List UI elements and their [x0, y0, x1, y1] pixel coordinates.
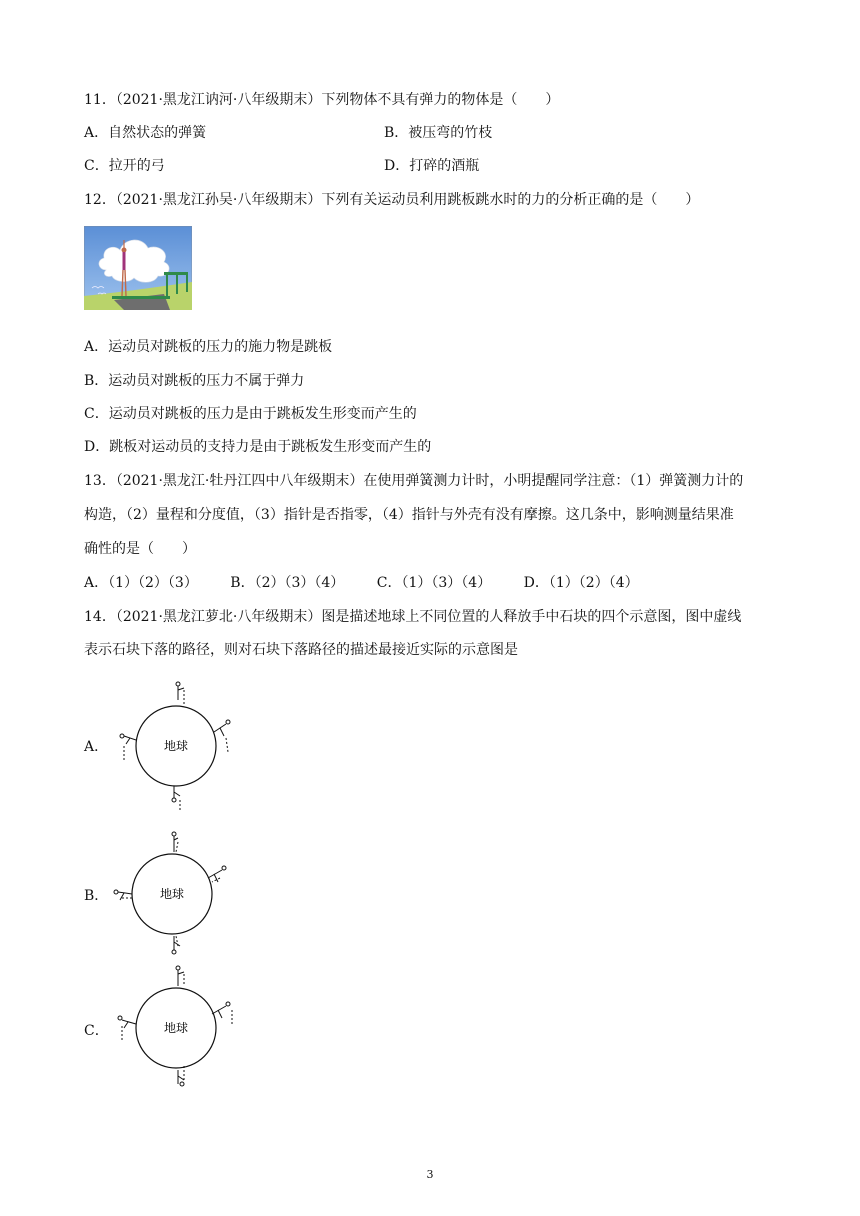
- q13-option-c: C．（1）（3）（4）: [376, 575, 492, 591]
- q13-stem-line3: 确性的是（ ）: [84, 541, 196, 557]
- q13-stem-line1: 13．（2021·黑龙江·牡丹江四中八年级期末）在使用弹簧测力计时，小明提醒同学注意：（1）弹簧测力计的: [84, 473, 744, 489]
- q13-options: [84, 574, 667, 592]
- q12-option-a: A．运动员对跳板的压力的施力物是跳板: [84, 339, 333, 355]
- earth-label: 地球: [163, 739, 189, 753]
- q12-stem: 12．（2021·黑龙江孙吴·八年级期末）下列有关运动员利用跳板跳水时的力的分析正确的是（ ）: [84, 192, 700, 208]
- page-number: 3: [426, 1168, 434, 1181]
- q14-figure-a-label: A．: [84, 739, 109, 755]
- earth-label: 地球: [163, 1021, 189, 1035]
- diving-board-image: [84, 226, 192, 310]
- q11-option-c: C．拉开的弓: [84, 158, 165, 174]
- earth-label: 地球: [159, 887, 185, 901]
- q14-figure-a-earth: [108, 676, 248, 816]
- q11-option-d: D．打碎的酒瓶: [384, 158, 480, 174]
- q14-figure-c-earth: [108, 960, 248, 1100]
- q12-option-d: D．跳板对运动员的支持力是由于跳板发生形变而产生的: [84, 439, 432, 455]
- q14-figure-b-label: B．: [84, 888, 109, 904]
- q13-option-d: D．（1）（2）（4）: [523, 575, 639, 591]
- q14-figure-c-label: C．: [84, 1023, 109, 1039]
- q14-stem-line1: 14．（2021·黑龙江萝北·八年级期末）图是描述地球上不同位置的人释放手中石块的四个示意图，图中虚线: [84, 609, 742, 625]
- q11-stem: 11．（2021·黑龙江讷河·八年级期末）下列物体不具有弹力的物体是（ ）: [84, 92, 560, 108]
- q12-option-b: B．运动员对跳板的压力不属于弹力: [84, 373, 305, 389]
- q13-stem-line2: 构造，（2）量程和分度值，（3）指针是否指零，（4）指针与外壳有没有摩擦。这几条中，影响测量结果准: [84, 507, 734, 523]
- q13-option-b: B．（2）（3）（4）: [230, 575, 345, 591]
- q14-figure-b-earth: [108, 826, 248, 966]
- q13-option-a: A．（1）（2）（3）: [84, 575, 198, 591]
- q14-stem-line2: 表示石块下落的路径，则对石块下落路径的描述最接近实际的示意图是: [84, 642, 518, 658]
- q11-option-a: A．自然状态的弹簧: [84, 125, 207, 141]
- q11-option-b: B．被压弯的竹枝: [384, 125, 493, 141]
- q12-option-c: C．运动员对跳板的压力是由于跳板发生形变而产生的: [84, 406, 417, 422]
